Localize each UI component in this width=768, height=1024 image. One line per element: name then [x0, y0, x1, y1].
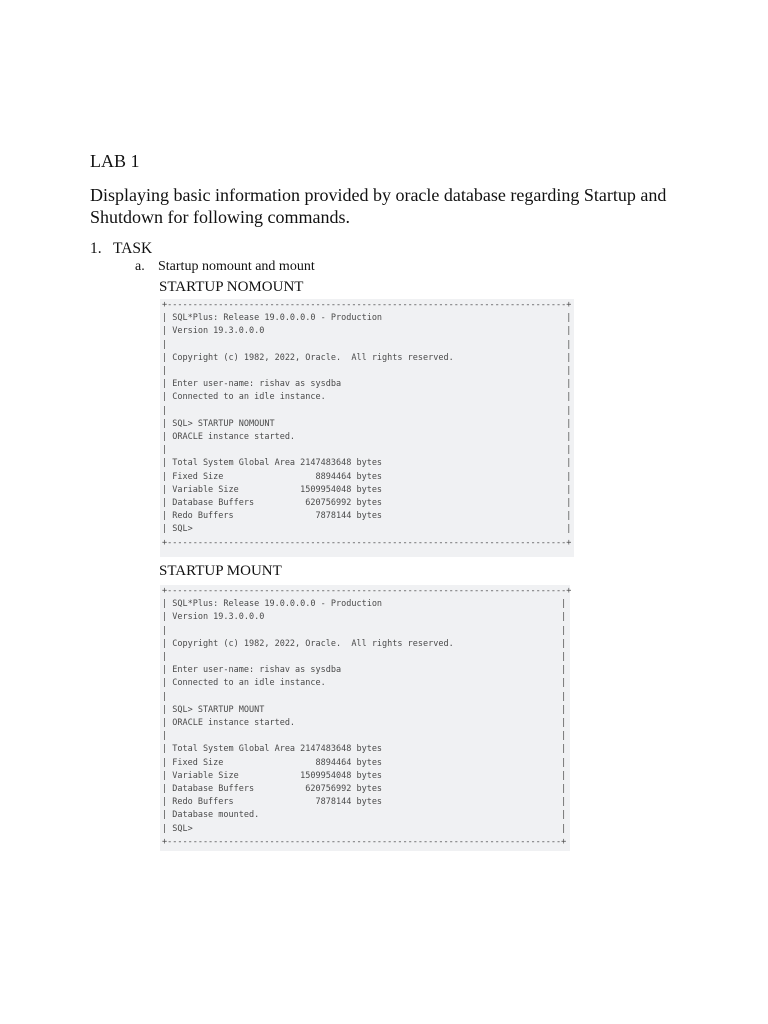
subtask-letter: a. — [135, 259, 145, 274]
startup-nomount-terminal-text: +------------------------------------------------------------------------------+ | SQL*Plus: Release 19.0.0.0.0 - Production | | Version 19.3.0.0.0 | | | | Copyright (c) 1982, 2022, Oracle. All rights reserved. | | | | Enter user-name: rishav as sysdba | | Connected to an idle instance. | | | | SQL> STARTUP NOMOUNT | | ORACLE instance started. | | | | Total System Global Area 2147483648 bytes | | Fixed Size 8894464 bytes | | Variable Size 1509954048 bytes | | Database Buffers 620756992 bytes | | Redo Buffers 7878144 bytes | | SQL> | +------------------------------------------------------------------------------+ — [162, 300, 572, 548]
task-number: 1. — [90, 240, 102, 257]
startup-nomount-heading: STARTUP NOMOUNT — [159, 279, 304, 295]
subtask-label: Startup nomount and mount — [158, 259, 315, 274]
startup-mount-terminal-block — [160, 585, 570, 851]
startup-mount-terminal-text: +------------------------------------------------------------------------------+ | SQL*Plus: Release 19.0.0.0.0 - Production | | Version 19.3.0.0.0 | | | | Copyright (c) 1982, 2022, Oracle. All rights reserved. | | | | Enter user-name: rishav as sysdba | | Connected to an idle instance. | | | | SQL> STARTUP MOUNT | | ORACLE instance started. | | | | Total System Global Area 2147483648 bytes | | Fixed Size 8894464 bytes | | Variable Size 1509954048 bytes | | Database Buffers 620756992 bytes | | Redo Buffers 7878144 bytes | | Database mounted. | | SQL> | +-----------------------------------------------------------------------------+ — [162, 586, 572, 847]
startup-mount-heading: STARTUP MOUNT — [159, 563, 282, 579]
startup-nomount-terminal-block — [160, 299, 574, 557]
task-label: TASK — [113, 240, 153, 257]
intro-paragraph: Displaying basic information provided by oracle database regarding Startup and Shutdown for following commands. — [90, 185, 667, 227]
lab-title: LAB 1 — [90, 151, 140, 171]
